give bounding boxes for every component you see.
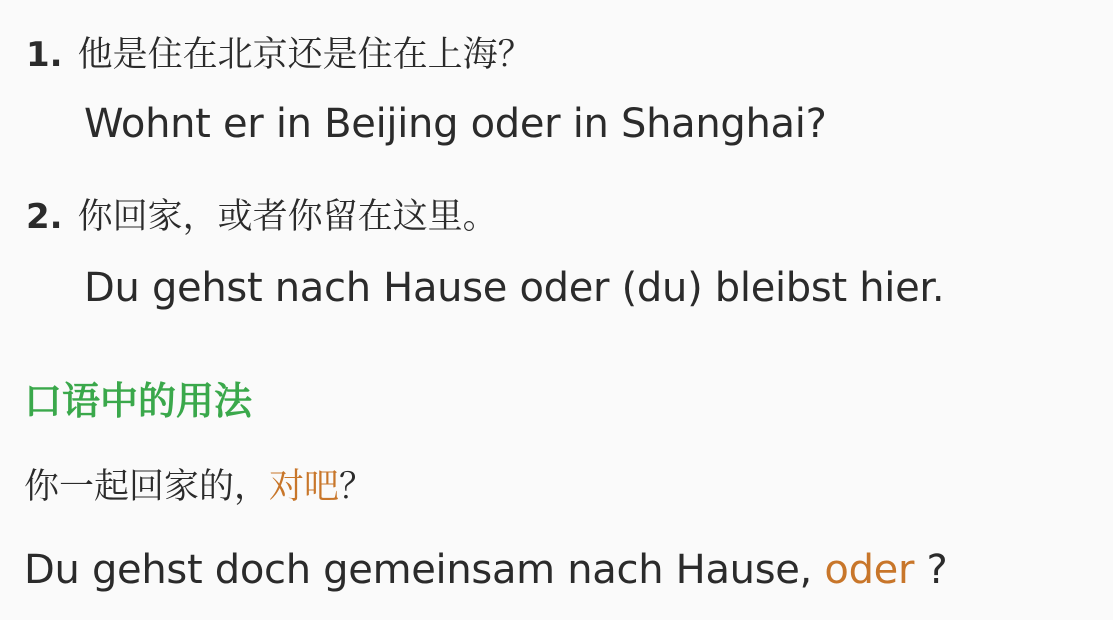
example-german xyxy=(24,547,948,593)
section-heading: 口语中的用法 xyxy=(24,379,253,423)
item-1-chinese-line xyxy=(26,35,533,75)
item-1-german: Wohnt er in Beijing oder in Shanghai? xyxy=(84,101,827,147)
example-german-highlight: oder xyxy=(824,547,915,593)
example-german-text: Du gehst doch gemeinsam nach Hause, xyxy=(24,547,825,593)
item-1-number: 1. xyxy=(26,35,63,75)
item-1-chinese: 他是住在北京还是住在上海？ xyxy=(77,35,533,75)
example-chinese-end: ？ xyxy=(339,467,375,507)
example-chinese-text: 你一起回家的， xyxy=(24,467,270,507)
example-chinese xyxy=(24,467,375,507)
item-2-number: 2. xyxy=(26,197,63,237)
example-chinese-highlight: 对吧 xyxy=(269,467,340,507)
item-2-chinese: 你回家，或者你留在这里。 xyxy=(77,197,498,237)
example-german-end: ? xyxy=(914,547,948,593)
item-2-german: Du gehst nach Hause oder (du) bleibst hier. xyxy=(84,265,945,311)
item-2-chinese-line xyxy=(26,197,498,237)
